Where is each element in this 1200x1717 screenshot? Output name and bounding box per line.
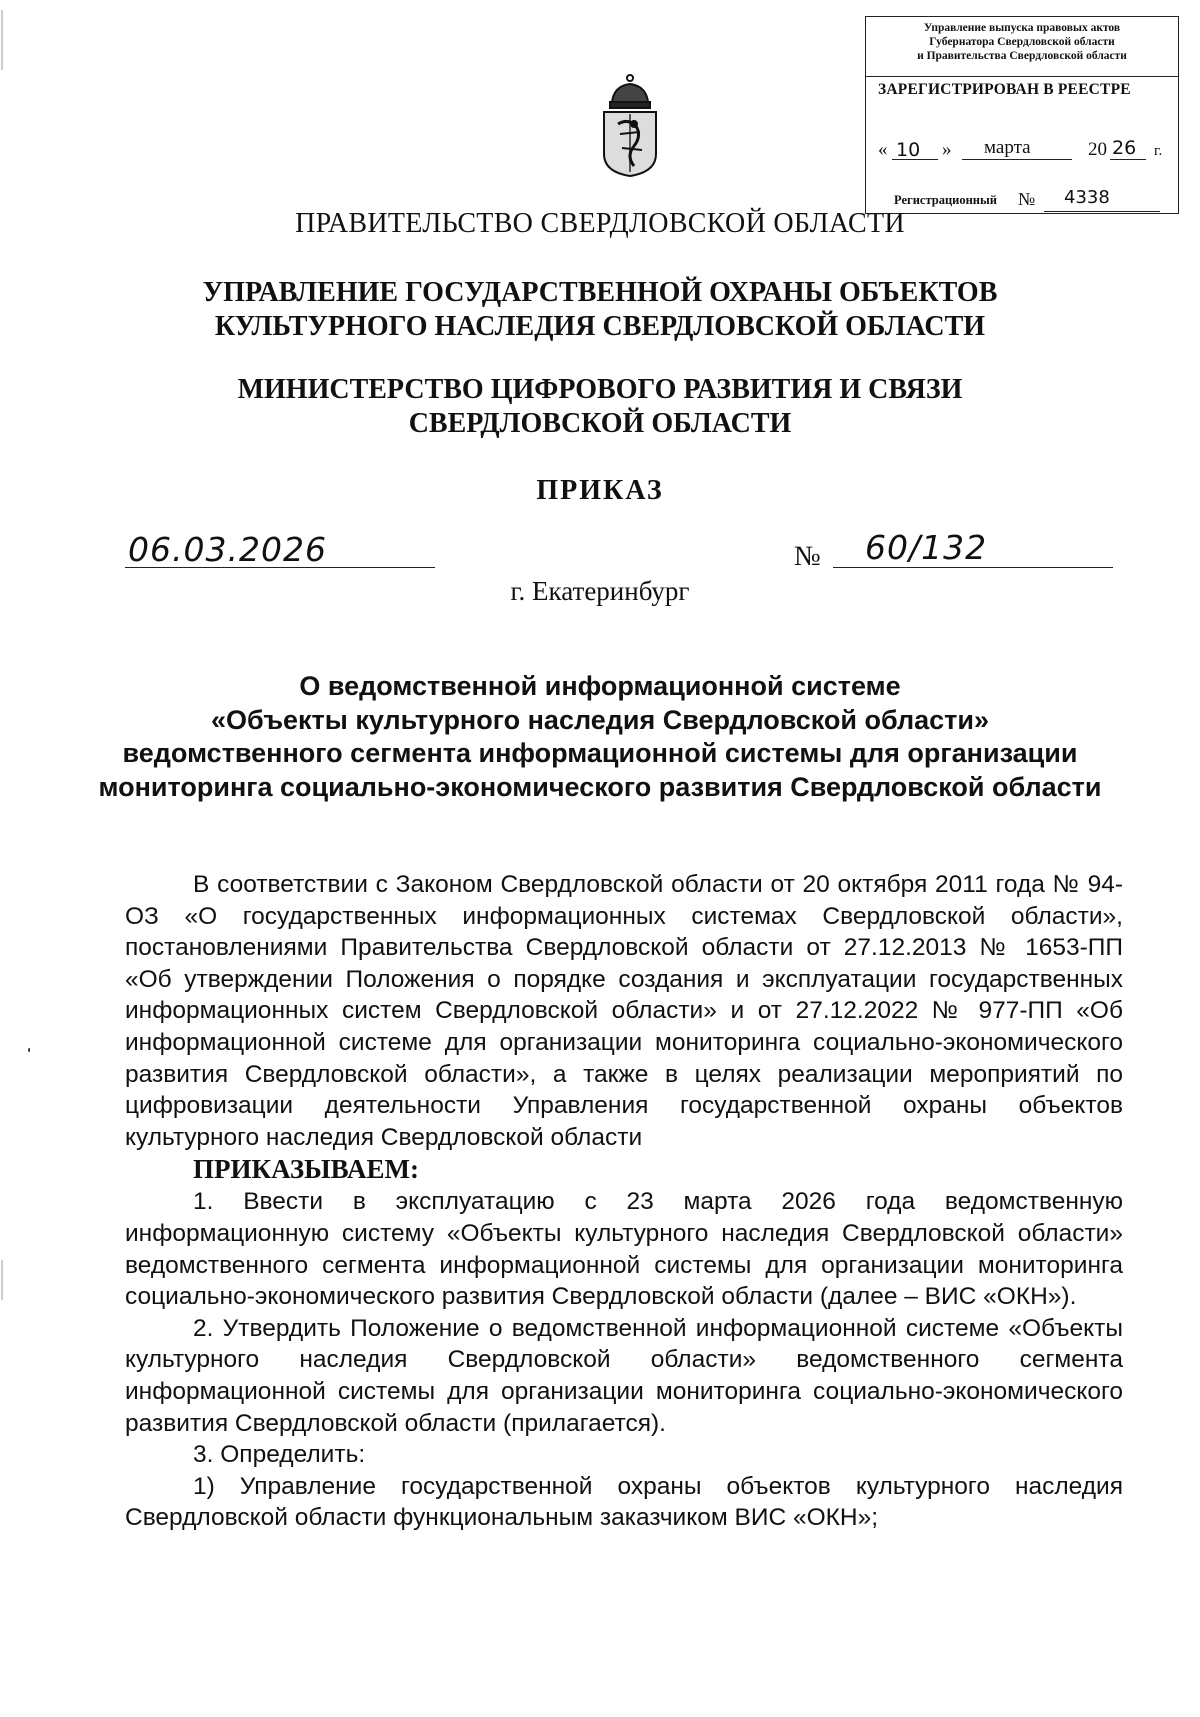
number-underline <box>833 567 1113 568</box>
date-underline <box>125 567 435 568</box>
preamble: В соответствии с Законом Свердловской области от 20 октября 2011 года № 94-ОЗ «О государственных информационных системах Свердловской области», постановлениями Правительства Свердловской области от 27.12.2013 № 1653-ПП «Об утверждении Положения о порядке создания и эксплуатации государственных информационных систем Свердловской области» и от 27.12.2022 № 977-ПП «Об информационной системе для организации мониторинга социально-экономического развития Свердловской области», а также в целях реализации мероприятий по цифровизации деятельности Управления государственной охраны объектов культурного наследия Свердловской области <box>125 871 1123 1151</box>
stamp-header-line: Губернатора Свердловской области <box>929 36 1115 48</box>
stamp-no-sign: № <box>1018 189 1036 209</box>
stamp-day: 10 <box>896 139 921 161</box>
registration-stamp <box>865 16 1179 214</box>
coat-of-arms-icon <box>598 72 662 178</box>
ministry-line: СВЕРДЛОВСКОЙ ОБЛАСТИ <box>408 408 792 439</box>
title-line: О ведомственной информационной системе <box>299 671 901 701</box>
order-word: ПРИКАЗЫВАЕМ: <box>193 1154 419 1185</box>
stamp-year-suffix: 26 <box>1112 137 1137 159</box>
stamp-close-quote: » <box>942 139 952 160</box>
stamp-header-line: и Правительства Свердловской области <box>917 50 1127 62</box>
stamp-title: ЗАРЕГИСТРИРОВАН В РЕЕСТРЕ <box>878 81 1131 98</box>
department-name <box>0 276 1200 344</box>
stamp-month: марта <box>984 137 1031 158</box>
title-line: «Объекты культурного наследия Свердловской области» <box>211 704 989 735</box>
stamp-header <box>866 17 1178 77</box>
stamp-date <box>878 123 1174 163</box>
ministry-name <box>0 373 1200 441</box>
order-title <box>0 670 1200 804</box>
item-2: 2. Утвердить Положение о ведомственной информационной системе «Объекты культурного наследия Свердловской области» ведомственного сегмента информационной системы для организации мониторинга социально-экономического развития Свердловской области (прилагается). <box>125 1314 1123 1437</box>
stamp-year-prefix: 20 <box>1088 139 1107 160</box>
number-sign: № <box>794 541 821 572</box>
stamp-reg-number: 4338 <box>1064 187 1110 208</box>
stamp-reg-label: Регистрационный <box>894 193 997 207</box>
title-line: ведомственного сегмента информационной системы для организации <box>122 738 1078 768</box>
scan-edge-marks <box>0 0 30 1717</box>
city: г. Екатеринбург <box>510 576 690 606</box>
department-line: КУЛЬТУРНОГО НАСЛЕДИЯ СВЕРДЛОВСКОЙ ОБЛАСТИ <box>214 311 986 342</box>
stamp-open-quote: « <box>878 139 888 160</box>
ministry-line: МИНИСТЕРСТВО ЦИФРОВОГО РАЗВИТИЯ И СВЯЗИ <box>237 374 963 405</box>
department-line: УПРАВЛЕНИЕ ГОСУДАРСТВЕННОЙ ОХРАНЫ ОБЪЕКТОВ <box>202 277 998 308</box>
stamp-registration <box>894 177 1174 211</box>
document-type: ПРИКАЗ <box>536 475 664 506</box>
stamp-header-line: Управление выпуска правовых актов <box>923 22 1121 34</box>
item-3: 3. Определить: <box>193 1441 366 1469</box>
item-1: 1. Ввести в эксплуатацию с 23 марта 2026 года ведомственную информационную систему «Объекты культурного наследия Свердловской области» ведомственного сегмента информационной системы для организации мониторинга социально-экономического развития Свердловской области (далее – ВИС «ОКН»). <box>125 1188 1123 1311</box>
government-name: ПРАВИТЕЛЬСТВО СВЕРДЛОВСКОЙ ОБЛАСТИ <box>295 208 905 239</box>
item-3-1: 1) Управление государственной охраны объектов культурного наследия Свердловской области функциональным заказчиком ВИС «ОКН»; <box>125 1472 1123 1532</box>
order-date: 06.03.2026 <box>128 530 327 569</box>
order-number: 60/132 <box>865 528 988 567</box>
order-body <box>125 869 1123 1534</box>
title-line: мониторинга социально-экономического развития Свердловской области <box>98 771 1102 802</box>
stamp-year-g: г. <box>1154 143 1163 159</box>
